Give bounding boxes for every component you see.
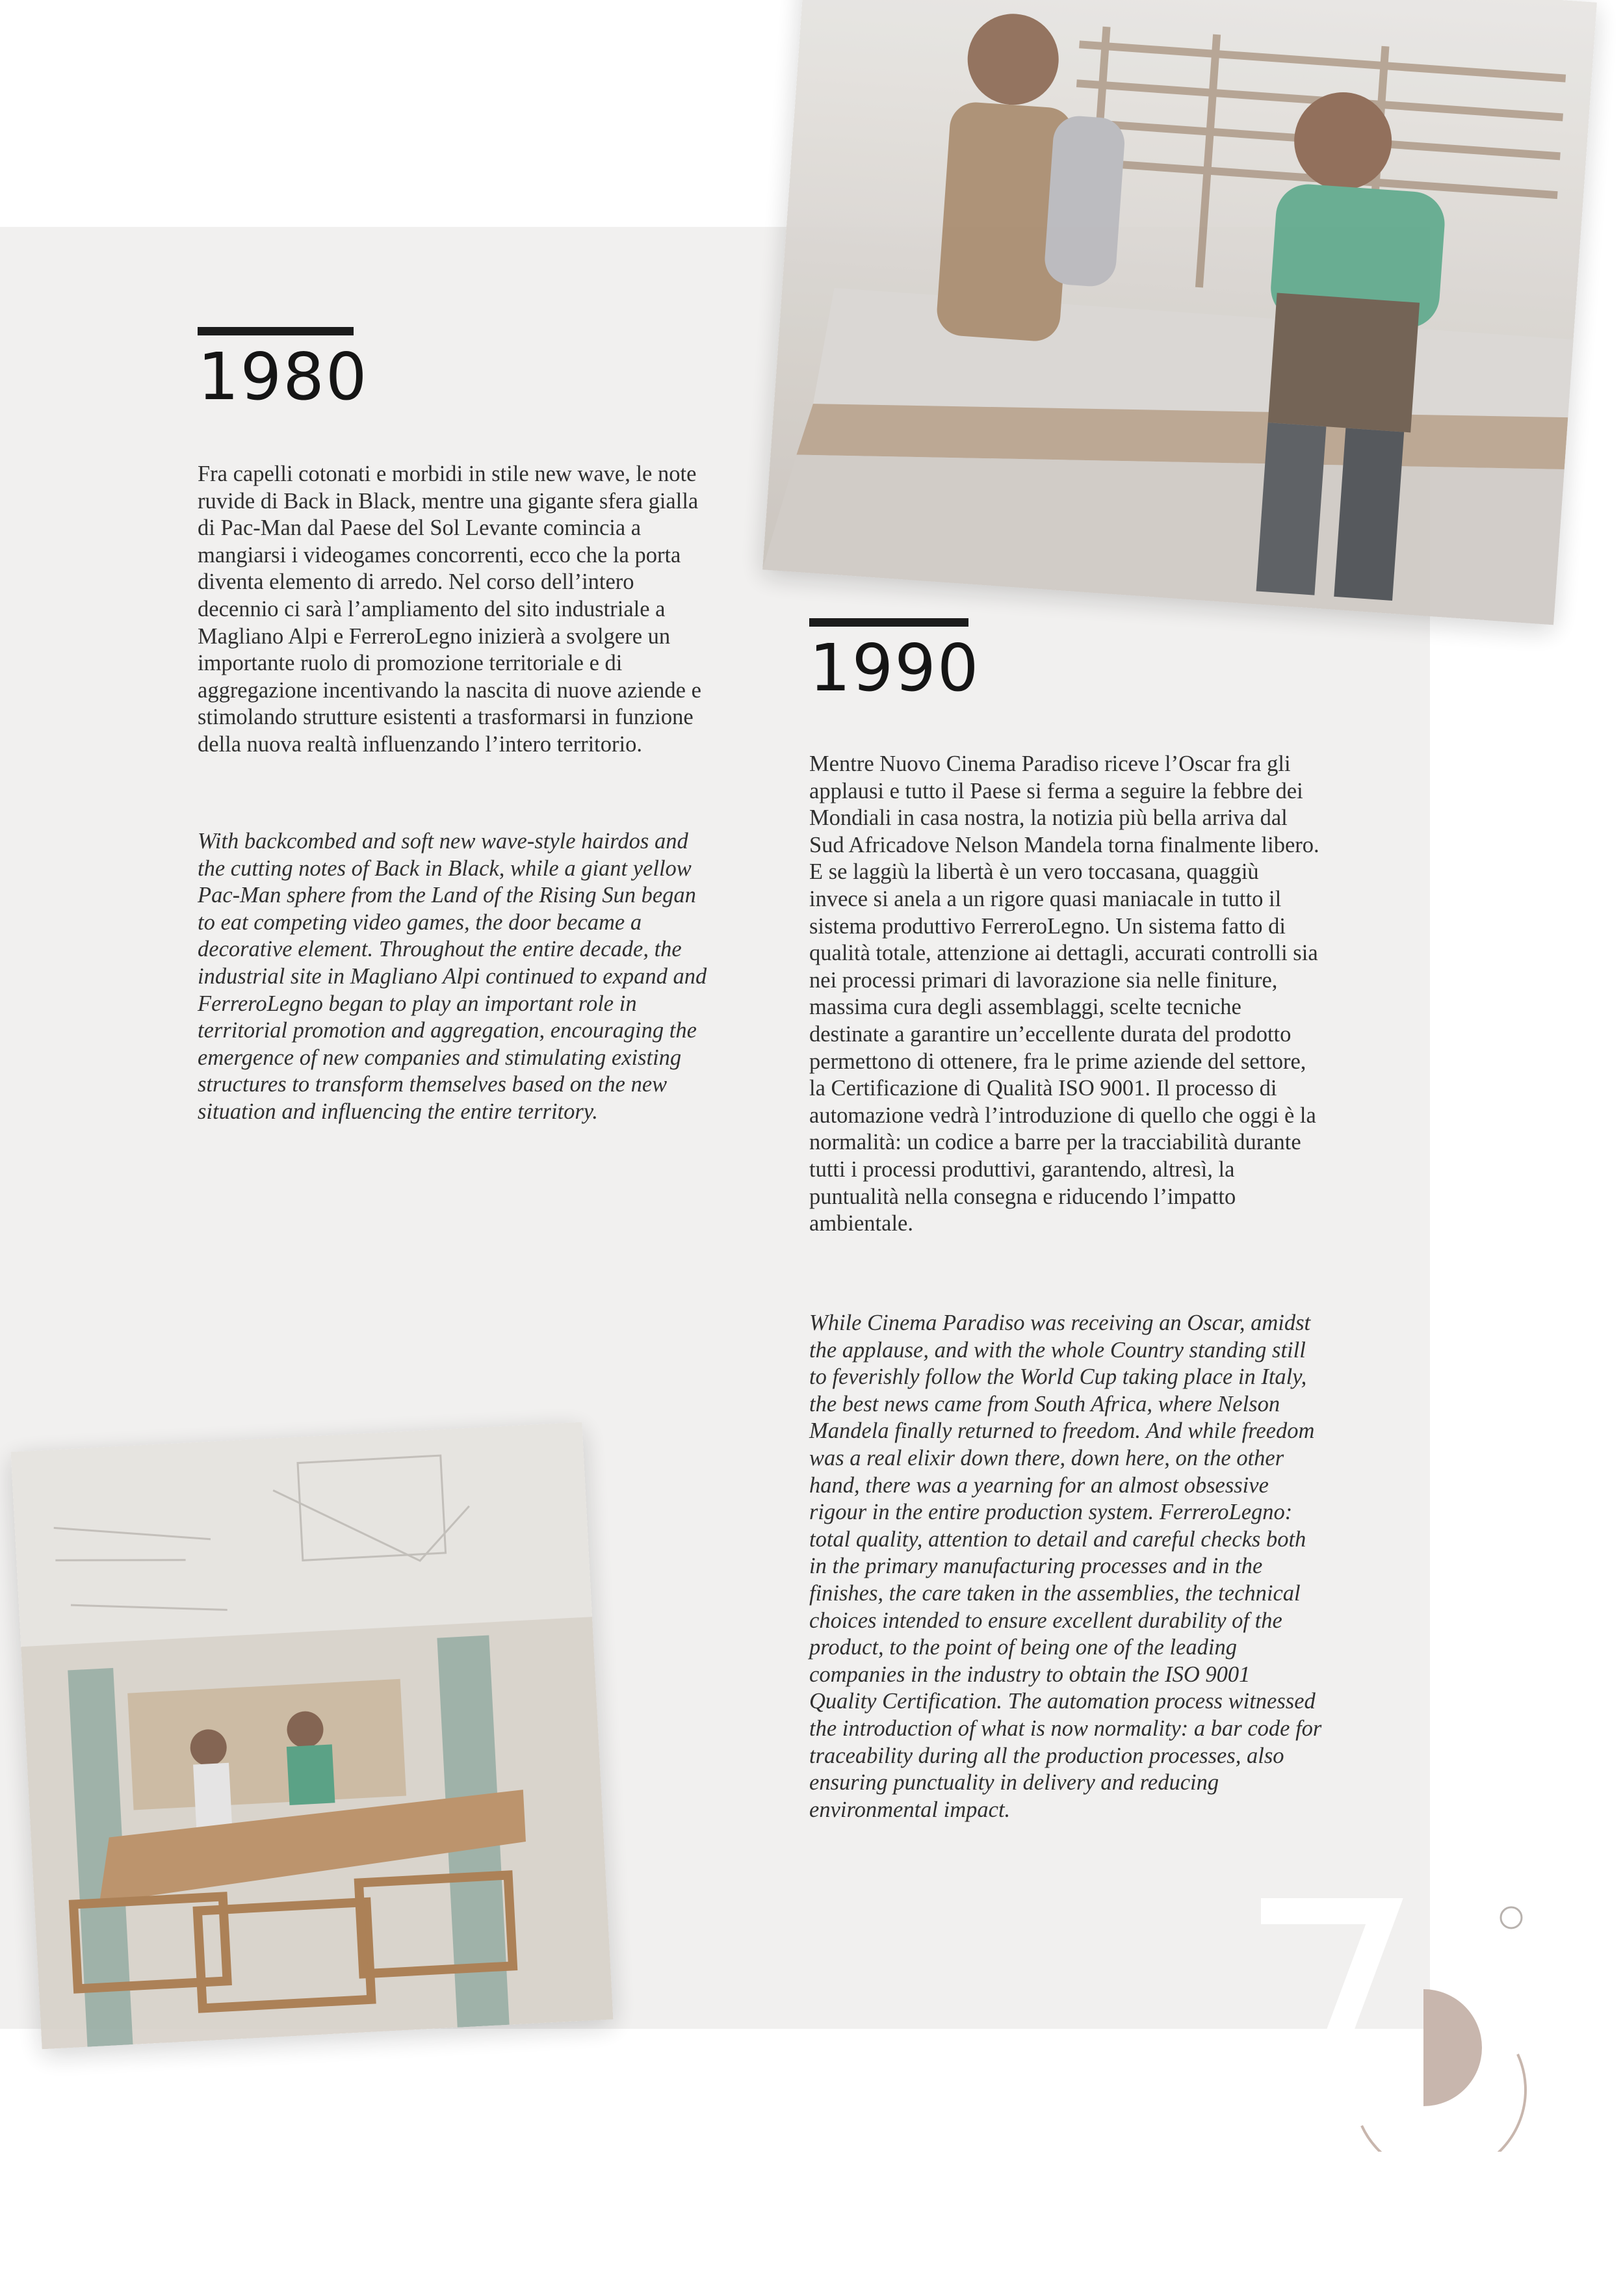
year-heading-1990: 1990 [809, 630, 980, 706]
text-1980-english: With backcombed and soft new wave-style hairdos and the cutting notes of Back in Black, while a giant yellow Pac-Man sphere from the Land of the Rising Sun began to eat competing video games, the door became a decorative element. Throughout the entire decade, the industrial site in Magliano Alpi continued to expand and FerreroLegno began to play an important role in territorial promotion and aggregation, encouraging the emergence of new companies and stimulating existing structures to transform themselves based on the new situation and influencing the entire territory. [198, 829, 707, 1124]
anniversary-seventy-logo [1254, 1892, 1527, 2152]
text-1990-italian: Mentre Nuovo Cinema Paradiso riceve l’Oscar fra gli applausi e tutto il Paese si ferma a seguire la febbre dei Mondiali in casa nostra, la notizia più bella arriva dal Sud Africadove Nelson Mandela torna finalmente libero. E se laggiù la libertà è un vero toccasana, quaggiù invece si anela a un rigore quasi maniacale in tutto il sistema produttivo FerreroLegno. Un sistema fatto di qualità totale, attenzione ai dettagli, accurati controlli sia nei processi primari di lavorazione sia nelle finiture, massima cura degli assemblaggi, scelte tecniche destinate a garantire un’eccellente durata del prodotto permettono di ottenere, fra le prime aziende del settore, la Certificazione di Qualità ISO 9001. Il processo di automazione vedrà l’introduzione di quello che oggi è la normalità: un codice a barre per la tracciabilità durante tutti i processi produttivi, garantendo, altresì, la puntualità nella consegna e riducendo l’impatto ambientale. [809, 751, 1319, 1236]
year-rule-1980 [198, 327, 354, 335]
year-rule-1990 [809, 618, 968, 627]
year-heading-1980: 1980 [198, 339, 369, 415]
workshop-photo-bottom [11, 1422, 614, 2050]
workshop-photo-top [762, 0, 1597, 625]
text-1990-english: While Cinema Paradiso was receiving an Oscar, amidst the applause, and with the whole Country standing still to feverishly follow the World Cup taking place in Italy, the best news came from South Africa, where Nelson Mandela finally returned to freedom. And while freedom was a real elixir down there, down here, on the other hand, there was a yearning for an almost obsessive rigour in the entire production system. FerreroLegno: total quality, attention to detail and careful checks both in the primary manufacturing processes and in the finishes, the care taken in the assemblies, the technical choices intended to ensure excellent durability of the product, to the point of being one of the leading companies in the industry to obtain the ISO 9001 Quality Certification. The automation process witnessed the introduction of what is now normality: a bar code for traceability during all the production processes, also ensuring punctuality in delivery and reducing environmental impact. [809, 1311, 1322, 1822]
text-1980-italian: Fra capelli cotonati e morbidi in stile new wave, le note ruvide di Back in Black, mentre una gigante sfera gialla di Pac-Man dal Paese del Sol Levante comincia a mangiarsi i videogames concorrenti, ecco che la porta diventa elemento di arredo. Nel corso dell’intero decennio ci sarà l’ampliamento del sito industriale a Magliano Alpi e FerreroLegno inizierà a svolgere un importante ruolo di promozione territoriale e di aggregazione incentivando la nascita di nuove aziende e stimolando strutture esistenti a trasformarsi in funzione della nuova realtà influenzando l’intero territorio. [198, 462, 701, 757]
